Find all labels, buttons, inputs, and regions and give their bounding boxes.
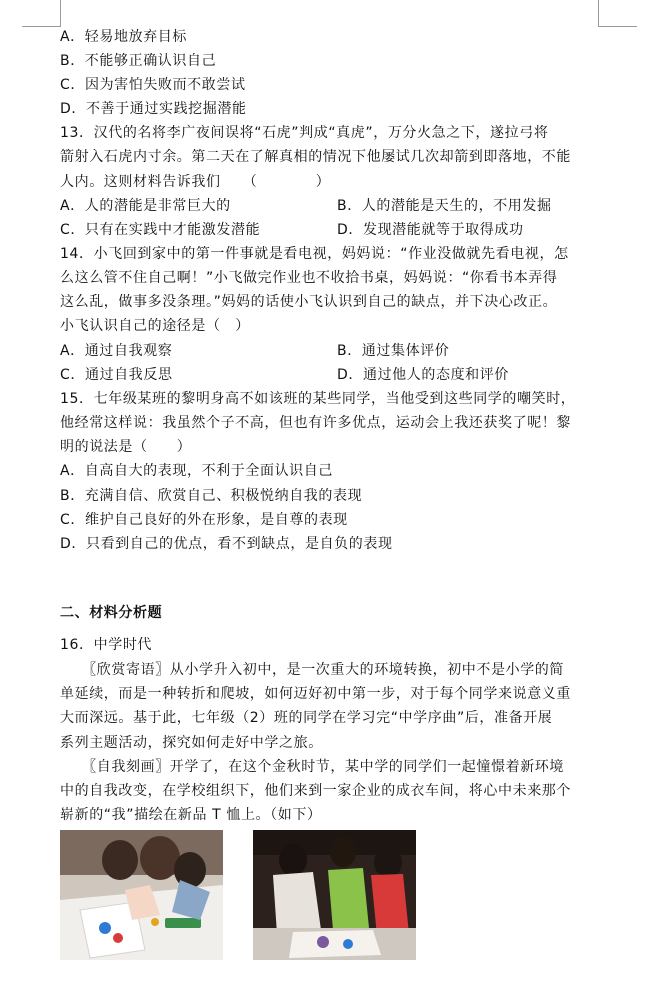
q15-text-line-3: 明的说法是（ ） [60, 439, 192, 455]
q13-option-b: B．人的潜能是天生的，不用发掘 [337, 198, 552, 214]
q12-option-a: A．轻易地放弃目标 [60, 29, 187, 45]
q16-title: 16．中学时代 [60, 637, 153, 653]
photo-2-illustration [253, 830, 416, 960]
q14-text-line-1: 14．小飞回到家中的第一件事就是看电视，妈妈说：“作业没做就先看电视，怎 [60, 246, 569, 262]
q14-option-d: D．通过他人的态度和评价 [337, 367, 509, 383]
section-heading: 二、材料分析题 [60, 605, 163, 621]
q15-option-a: A．自高自大的表现，不利于全面认识自己 [60, 463, 333, 479]
q13-text-line-3: 人内。这则材料告诉我们 （ ） [60, 174, 331, 190]
q14-option-b: B．通过集体评价 [337, 343, 450, 359]
photo-1-illustration [60, 830, 223, 960]
q13-text-line-1: 13．汉代的名将李广夜间误将“石虎”判成“真虎”，万分火急之下，遂拉弓将 [60, 125, 549, 141]
q16-paragraph-1-line-3: 大而深远。基于此，七年级（2）班的同学在学习完“中学序曲”后，准备开展 [60, 710, 553, 726]
q14-option-a: A．通过自我观察 [60, 343, 173, 359]
q16-paragraph-1-line-4: 系列主题活动，探究如何走好中学之旅。 [60, 735, 323, 751]
q16-paragraph-2-line-2: 中的自我改变，在学校组织下，他们来到一家企业的成衣车间，将心中未来那个 [60, 783, 571, 799]
q16-paragraph-2-line-3: 崭新的“我”描绘在新品 T 恤上。（如下） [60, 807, 322, 823]
crop-mark-top-right [598, 0, 637, 27]
q16-paragraph-2-line-1: 〖自我刻画〗开学了，在这个金秋时节，某中学的同学们一起憧憬着新环境 [60, 759, 564, 775]
q12-option-d: D．不善于通过实践挖掘潜能 [60, 101, 247, 117]
q14-text-line-3: 这么乱，做事多没条理。”妈妈的话使小飞认识到自己的缺点，并下决心改正。 [60, 294, 558, 310]
q15-option-b: B．充满自信、欣赏自己、积极悦纳自我的表现 [60, 488, 363, 504]
q15-text-line-1: 15．七年级某班的黎明身高不如该班的某些同学，当他受到这些同学的嘲笑时， [60, 391, 576, 407]
q15-option-c: C．维护自己良好的外在形象，是自尊的表现 [60, 512, 348, 528]
q12-option-b: B．不能够正确认识自己 [60, 53, 217, 69]
q13-option-a: A．人的潜能是非常巨大的 [60, 198, 231, 214]
q13-option-d: D．发现潜能就等于取得成功 [337, 222, 524, 238]
q12-option-c: C．因为害怕失败而不敢尝试 [60, 77, 246, 93]
q14-text-line-2: 么这么管不住自己啊！”小飞做完作业也不收拾书桌，妈妈说：“你看书本弄得 [60, 270, 558, 286]
tshirt-painting-photo-1 [60, 830, 223, 960]
q14-option-c: C．通过自我反思 [60, 367, 173, 383]
crop-mark-top-left [22, 0, 61, 27]
q13-text-line-2: 箭射入石虎内寸余。第二天在了解真相的情况下他屡试几次却箭到即落地，不能 [60, 149, 571, 165]
q16-paragraph-1-line-2: 单延续，而是一种转折和爬坡，如何迈好初中第一步，对于每个同学来说意义重 [60, 686, 571, 702]
q15-option-d: D．只看到自己的优点，看不到缺点，是自负的表现 [60, 536, 393, 552]
q13-option-c: C．只有在实践中才能激发潜能 [60, 222, 261, 238]
tshirt-painting-photo-2 [253, 830, 416, 960]
q14-text-line-4: 小飞认识自己的途径是（ ） [60, 318, 250, 334]
q16-paragraph-1-line-1: 〖欣赏寄语〗从小学升入初中，是一次重大的环境转换，初中不是小学的简 [60, 662, 564, 678]
q15-text-line-2: 他经常这样说：我虽然个子不高，但也有许多优点，运动会上我还获奖了呢！黎 [60, 415, 571, 431]
